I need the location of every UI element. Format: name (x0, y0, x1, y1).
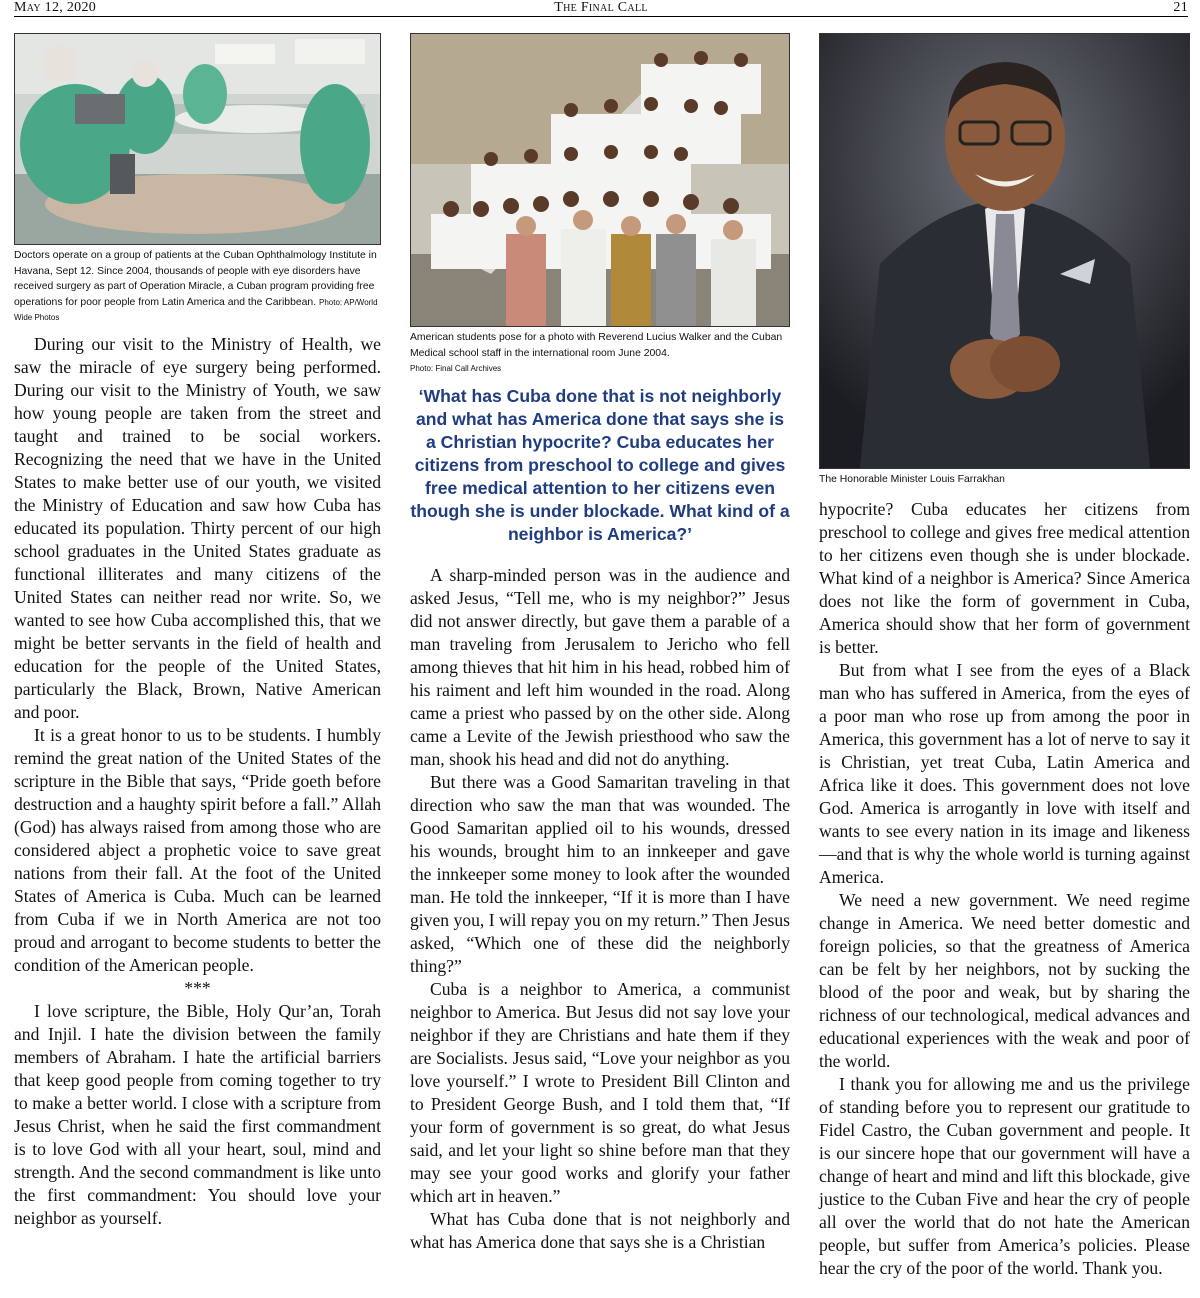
eye-surgery-image (15, 34, 380, 244)
pull-quote: ‘What has Cuba done that is not neighborly and what has America done that says she is a Christian hypocrite? Cuba educates her citizens from preschool to college and gives free medical attention to her citizens even though she is under blockade. What kind of a neighbor is America?’ (410, 385, 790, 544)
students-photo (410, 33, 790, 327)
caption-text: Doctors operate on a group of patients at the Cuban Ophthalmology Institute in Havana, Sept 12. Since 2004, thousands of people with eye disorders have received surgery as part of Operation Miracle, a Cuban program providing free operations for poor people from Latin America and the Caribbean. (14, 250, 377, 308)
photo-credit: Photo: Final Call Archives (410, 364, 502, 374)
paragraph: What has Cuba done that is not neighborly and what has America done that says she is a Christian (410, 1208, 790, 1252)
paragraph: I thank you for allowing me and us the privilege of standing before you to represent our gratitude to Fidel Castro, the Cuban government and people. It is our sincere hope that our government will have a change of heart and mind and lift this blockade, give justice to the Cuban Five and hear the cry of people all over the world that do not hate the American people, but suffer from America’s policies. Please hear the cry of the poor of the world. Thank you. (819, 1073, 1190, 1278)
caption-text: American students pose for a photo with Reverend Lucius Walker and the Cuban Medical school staff in the international room June 2004. (410, 332, 783, 359)
paragraph: During our visit to the Ministry of Health, we saw the miracle of eye surgery being performed. During our visit to the Ministry of Youth, we saw how young people are taken from the street and taught and trained to be social workers. Recognizing the need that we have in the United States to make better use of our youth, we visited the Ministry of Education and saw how Cuba has educated its population. Thirty percent of our high school graduates in the United States graduate as functional illiterates and many citizens of the United States can neither read nor write. So, we wanted to see how Cuba accomplished this, that we might be better servants in the field of health and education for the people of the United States, particularly the Black, Brown, Native American and poor. (14, 333, 381, 722)
article-body-col3 (819, 498, 1190, 1280)
column-3 (819, 33, 1190, 1280)
farrakhan-photo (819, 33, 1190, 469)
farrakhan-image (820, 34, 1189, 468)
page-header (14, 0, 1188, 17)
farrakhan-caption (819, 472, 1190, 488)
page-number: 21 (1173, 0, 1188, 15)
eye-surgery-caption (14, 248, 381, 326)
column-2 (410, 33, 790, 1254)
paragraph: Cuba is a neighbor to America, a communist neighbor to America. But Jesus did not say love your neighbor if they are Christians and hate them if they are Socialists. Jesus said, “Love your neighbor as you love yourself.” I wrote to President Bill Clinton and to President George Bush, and I told them that, “If your form of government is so great, do what Jesus said, and let your light so shine before man that they may see your good works and glorify your father which art in heaven.” (410, 978, 790, 1206)
article-body-col2 (410, 564, 790, 1254)
caption-text: The Honorable Minister Louis Farrakhan (819, 474, 1005, 485)
eye-surgery-photo (14, 33, 381, 245)
paragraph: It is a great honor to us to be students. I humbly remind the great nation of the United States of the scripture in the Bible that says, “Pride goeth before destruction and a haughty spirit before a fall.” Allah (God) has always raised from among those who are considered abject a prophetic voice to save great nations from their fall. At the foot of the United States of America is Cuba. Much can be learned from Cuba if we in North America are not too proud and arrogant to become students to better the condition of the American people. (14, 724, 381, 975)
paragraph: We need a new government. We need regime change in America. We need better domestic and foreign policies, so that the greatness of America can be felt by her neighbors, not by sucking the blood of the poor and weak, but by sharing the richness of our technological, medical advances and educational experiences with the weak and poor of the world. (819, 889, 1190, 1071)
photo-credit: Photo: AP/World Wide Photos (14, 297, 378, 323)
paragraph: A sharp-minded person was in the audience and asked Jesus, “Tell me, who is my neighbor?” Jesus did not answer directly, but gave them a parable of a man traveling from Jerusalem to Jericho who fell among thieves that hit him in his head, robbed him of his raiment and left him wounded in the road. Along came a priest who passed by on the other side. Along came a Levite of the Jewish priesthood who saw the man, shook his head and did not do anything. (410, 564, 790, 769)
paragraph: But there was a Good Samaritan traveling in that direction who saw the man that was wounded. The Good Samaritan applied oil to his wounds, dressed his wounds, brought him to an innkeeper and gave the innkeeper some money to look after the wounded man. He told the innkeeper, “If it is more than I have given you, I will repay you on my return.” Then Jesus asked, “Which one of these did the neighborly thing?” (410, 771, 790, 976)
students-image (411, 34, 789, 326)
column-1 (14, 33, 381, 1230)
publication-name: The Final Call (554, 0, 648, 15)
students-caption (410, 330, 790, 377)
paragraph: hypocrite? Cuba educates her citizens from preschool to college and gives free medical attention to her citizens even though she is under blockade. What kind of a neighbor is America? Since America does not like the form of government in Cuba, America should show that her form of government is better. (819, 498, 1190, 657)
paragraph: I love scripture, the Bible, Holy Qur’an, Torah and Injil. I hate the division between the family members of Abraham. I hate the artificial barriers that keep good people from coming together to try to make a better world. I close with a scripture from Jesus Christ, when he said the first commandment is to love God with all your heart, soul, mind and strength. And the second commandment is like unto the first commandment: You should love your neighbor as yourself. (14, 1000, 381, 1228)
issue-date: May 12, 2020 (14, 0, 97, 15)
section-divider: *** (184, 977, 211, 998)
paragraph: But from what I see from the eyes of a Black man who has suffered in America, from the eyes of a poor man who rose up from among the poor in America, this government has a lot of nerve to say it is Christian, yet treat Cuba, Latin America and Africa like it does. This government does not love God. America is arrogantly in love with itself and wants to see every nation in its image and likeness—and that is why the whole world is turning against America. (819, 659, 1190, 887)
article-body-col1 (14, 333, 381, 1230)
